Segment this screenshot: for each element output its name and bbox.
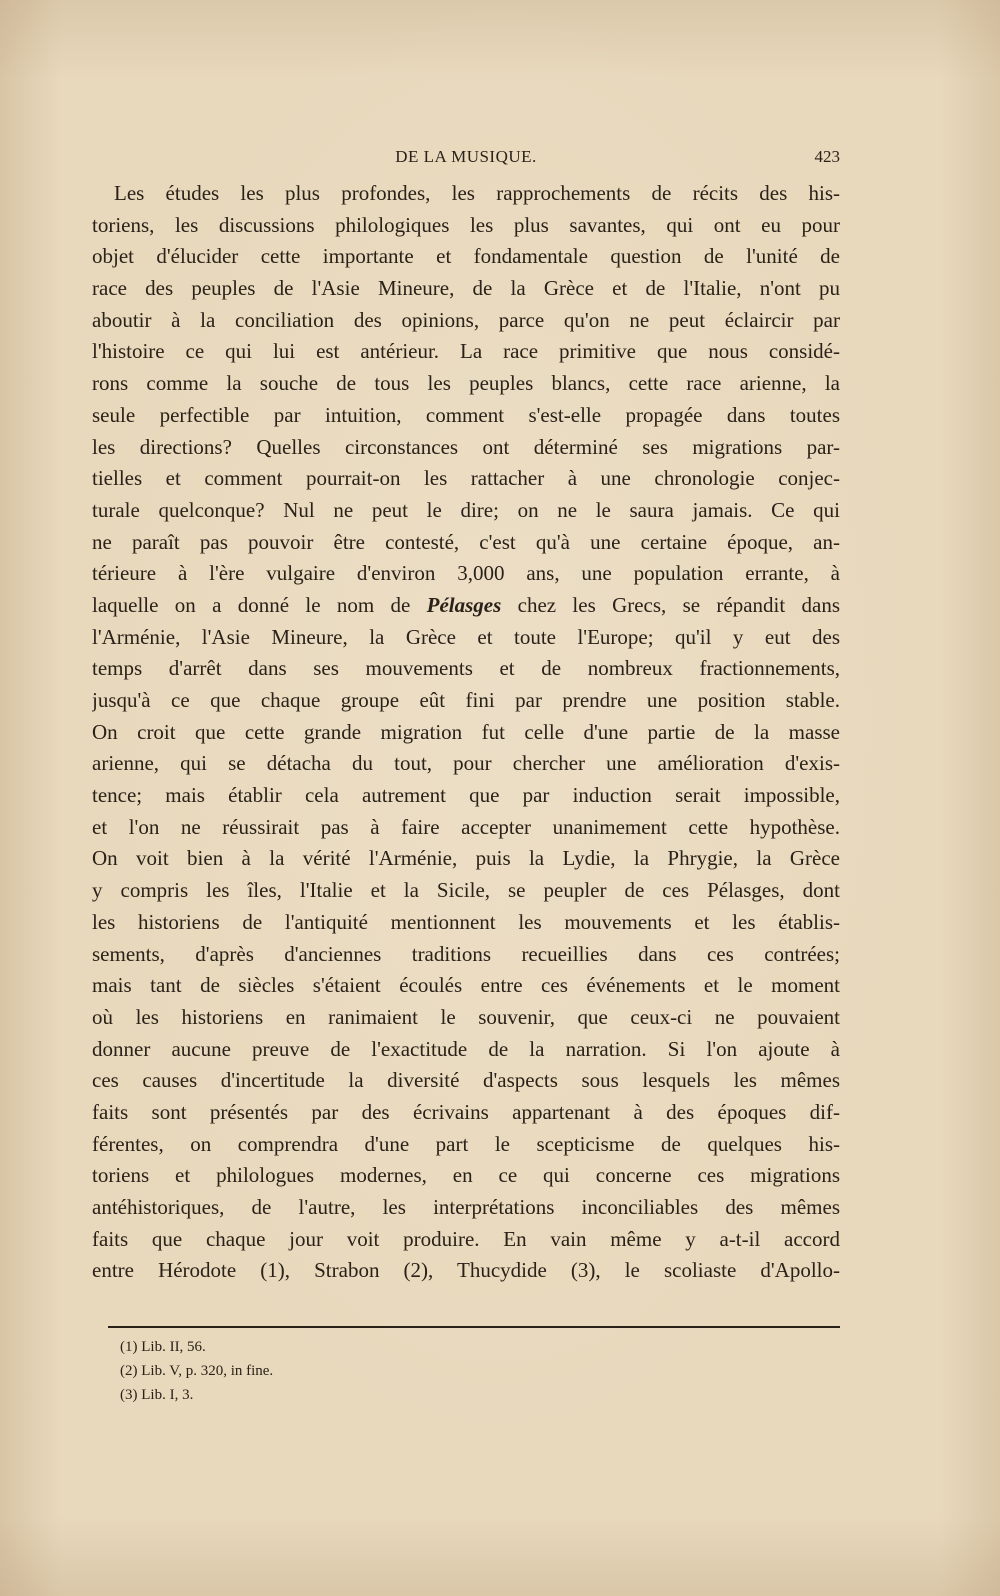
text-line: sements, d'après d'anciennes traditions recueillies dans ces contrées; — [92, 941, 840, 966]
text-line: antéhistoriques, de l'autre, les interprétations inconciliables des mêmes — [92, 1195, 840, 1219]
text-line: mais tant de siècles s'étaient écoulés entre ces événements et le moment — [92, 973, 840, 998]
footnote: (1) Lib. II, 56. — [120, 1339, 206, 1355]
text-line: les historiens de l'antiquité mentionnent les mouvements et les établis- — [92, 909, 840, 934]
text-line: l'Arménie, l'Asie Mineure, la Grèce et toute l'Europe; qu'il y eut des — [92, 624, 840, 649]
page-header — [92, 144, 840, 170]
running-title: DE LA MUSIQUE. — [395, 147, 537, 166]
text-segment: chez les Grecs, se répandit dans — [517, 592, 840, 617]
text-line: où les historiens en ranimaient le souvenir, que ceux-ci ne pouvaient — [92, 1004, 840, 1029]
text-line: Les études les plus profondes, les rapprochements de récits des his- — [114, 181, 840, 205]
text-line: arienne, qui se détacha du tout, pour chercher une amélioration d'exis- — [92, 751, 840, 776]
text-line: race des peuples de l'Asie Mineure, de la Grèce et de l'Italie, n'ont pu — [92, 276, 840, 301]
italic-term: Pélasges — [426, 592, 502, 617]
text-line: faits sont présentés par des écrivains appartenant à des époques dif- — [92, 1099, 840, 1124]
text-line: rons comme la souche de tous les peuples blancs, cette race arienne, la — [92, 371, 840, 396]
body-text — [92, 178, 840, 1287]
text-segment: laquelle on a donné le nom de — [92, 592, 411, 617]
text-line: temps d'arrêt dans ses mouvements et de nombreux fractionnements, — [92, 656, 840, 681]
text-line: aboutir à la conciliation des opinions, parce qu'on ne peut éclaircir par — [92, 307, 840, 332]
page-number: 423 — [814, 147, 840, 166]
text-line: faits que chaque jour voit produire. En vain même y a-t-il accord — [92, 1226, 840, 1251]
footnote: (2) Lib. V, p. 320, in fine. — [120, 1363, 274, 1379]
footnote: (3) Lib. I, 3. — [120, 1387, 194, 1403]
text-line: objet d'élucider cette importante et fondamentale question de l'unité de — [92, 244, 840, 269]
text-line: l'histoire ce qui lui est antérieur. La race primitive que nous considé- — [92, 339, 840, 364]
text-line-with-italic — [92, 590, 840, 622]
text-line: donner aucune preuve de l'exactitude de la narration. Si l'on ajoute à — [92, 1036, 840, 1061]
footnote-rule — [108, 1326, 840, 1328]
text-line: tence; mais établir cela autrement que par induction serait impossible, — [92, 783, 840, 808]
text-line: ne paraît pas pouvoir être contesté, c'est qu'à une certaine époque, an- — [92, 529, 840, 554]
footnotes — [120, 1335, 620, 1407]
text-line: entre Hérodote (1), Strabon (2), Thucydide (3), le scoliaste d'Apollo- — [92, 1258, 840, 1283]
text-line: turale quelconque? Nul ne peut le dire; on ne le saura jamais. Ce qui — [92, 497, 840, 522]
text-line: seule perfectible par intuition, comment s'est-elle propagée dans toutes — [92, 402, 840, 427]
text-line: térieure à l'ère vulgaire d'environ 3,000 ans, une population errante, à — [92, 561, 840, 586]
text-line: y compris les îles, l'Italie et la Sicile, se peupler de ces Pélasges, dont — [92, 878, 840, 903]
text-line: On voit bien à la vérité l'Arménie, puis la Lydie, la Phrygie, la Grèce — [92, 846, 840, 871]
text-line: férentes, on comprendra d'une part le scepticisme de quelques his- — [92, 1131, 840, 1156]
text-line: ces causes d'incertitude la diversité d'aspects sous lesquels les mêmes — [92, 1068, 840, 1093]
text-line: toriens, les discussions philologiques les plus savantes, qui ont eu pour — [92, 212, 840, 237]
text-line: jusqu'à ce que chaque groupe eût fini par prendre une position stable. — [92, 688, 840, 712]
text-line: toriens et philologues modernes, en ce qui concerne ces migrations — [92, 1163, 840, 1188]
text-line: tielles et comment pourrait-on les rattacher à une chronologie conjec- — [92, 466, 840, 491]
text-line: et l'on ne réussirait pas à faire accepter unanimement cette hypothèse. — [92, 814, 840, 839]
text-line: les directions? Quelles circonstances ont déterminé ses migrations par- — [92, 434, 840, 459]
text-line: On croit que cette grande migration fut celle d'une partie de la masse — [92, 719, 840, 744]
